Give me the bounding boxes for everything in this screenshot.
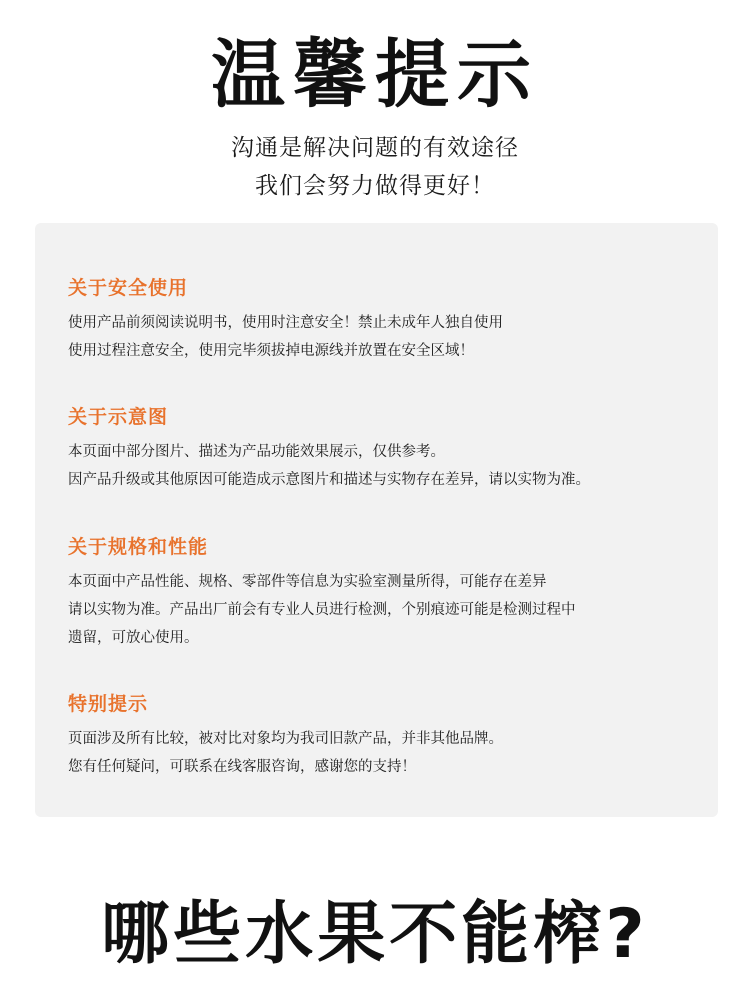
notice-panel xyxy=(35,223,718,817)
section-special-notice xyxy=(68,691,708,781)
section-illustration xyxy=(68,404,708,494)
section-title: 关于规格和性能 xyxy=(68,536,209,558)
section-text-line: 使用过程注意安全，使用完毕须拔掉电源线并放置在安全区域！ xyxy=(68,343,474,359)
section-safety xyxy=(68,275,708,365)
section-text-line: 页面涉及所有比较，被对比对象均为我司旧款产品，并非其他品牌。 xyxy=(68,731,503,747)
subtitle-line-2: 我们会努力做得更好！ xyxy=(255,173,495,199)
subtitle-line-1: 沟通是解决问题的有效途径 xyxy=(231,135,519,161)
section-title: 特别提示 xyxy=(68,693,149,715)
section-title: 关于示意图 xyxy=(68,406,169,428)
section-text-line: 您有任何疑问，可联系在线客服咨询，感谢您的支持！ xyxy=(68,759,416,775)
section-specifications xyxy=(68,534,708,652)
section-text-line: 请以实物为准。产品出厂前会有专业人员进行检测，个别痕迹可能是检测过程中 xyxy=(68,602,576,618)
section-text-line: 遗留，可放心使用。 xyxy=(68,630,199,646)
section-text-line: 使用产品前须阅读说明书，使用时注意安全！禁止未成年人独自使用 xyxy=(68,315,503,331)
bottom-heading: 哪些水果不能榨? xyxy=(101,895,649,974)
section-text-line: 本页面中产品性能、规格、零部件等信息为实验室测量所得，可能存在差异 xyxy=(68,574,547,590)
section-text-line: 本页面中部分图片、描述为产品功能效果展示，仅供参考。 xyxy=(68,444,445,460)
section-text-line: 因产品升级或其他原因可能造成示意图片和描述与实物存在差异，请以实物为准。 xyxy=(68,472,590,488)
section-title: 关于安全使用 xyxy=(68,277,189,299)
page-title: 温馨提示 xyxy=(211,32,539,118)
